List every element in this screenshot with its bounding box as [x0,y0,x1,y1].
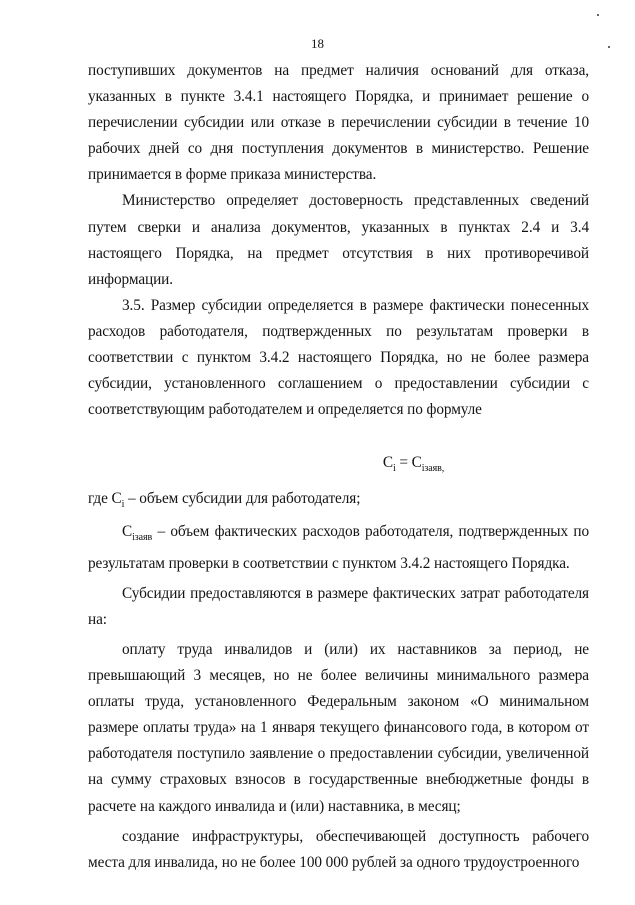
page-number: 18 [311,36,324,51]
ci-definition-text: – объем субсидии для работодателя; [124,490,361,508]
paragraph-cizayav-definition [88,519,589,577]
cizayav-definition-prefix: C [122,522,133,540]
paragraph-documents-review: поступивших документов на предмет наличия оснований для отказа, указанных в пункте 3.4.1 настоящего Порядка, и принимает решение о перечислении субсидии или отказе в перечислении субсидии в течение 10 рабочих дней со дня поступления документов в министерство. Решение принимается в форме приказа министерства. [88,62,589,184]
formula-ci-sub: i [392,463,396,475]
paragraph-ministry-verification: Министерство определяет достоверность представленных сведений путем сверки и анализа документов, указанных в пунктах 2.4 и 3.4 настоящего Порядка, на предмет отсутствия в них противоречивой информации. [88,192,589,288]
formula-ci: C [382,454,393,472]
ci-definition-prefix: где C [88,490,122,508]
paragraph-subsidy-size: 3.5. Размер субсидии определяется в размере фактически понесенных расходов работодателя, подтвержденных по результатам проверки в соответствии с пунктом 3.4.2 настоящего Порядка, но не более размера субсидии, установленного соглашением о предоставлении субсидии с соответствующим работодателем и определяется по формуле [88,296,589,419]
scan-artifact-dot [608,46,610,48]
subsidy-formula [88,450,589,482]
paragraph-infrastructure: создание инфраструктуры, обеспечивающей доступность рабочего места для инвалида, но не более 100 000 рублей за одного трудоустроенного [88,827,589,871]
cizayav-definition-text: – объем фактических расходов работодателя, подтвержденных по результатам проверки в соответствии с пунктом 3.4.2 настоящего Порядка. [88,522,589,572]
paragraph-labor-payment: оплату труда инвалидов и (или) их наставников за период, не превышающий 3 месяцев, но не более величины минимального размера оплаты труда, установленного Федеральным законом «О минимальном размере оплаты труда» на 1 января текущего финансового года, в котором от работодателя поступило заявление о предоставлении субсидии, увеличенной на сумму страховых взносов в государственные внебюджетные фонды в расчете на каждого инвалида и (или) наставника, в месяц; [88,641,589,815]
paragraph-ci-definition [88,486,589,518]
formula-cizayav-sub: iзаяв, [421,463,445,475]
ci-definition-sub: i [121,499,125,511]
scan-artifact-dot [597,14,599,16]
formula-equals: = C [395,454,422,472]
cizayav-definition-sub: iзаяв [132,531,153,543]
document-body [88,58,589,876]
paragraph-subsidies-provided: Субсидии предоставляются в размере фактических затрат работодателя на: [88,584,589,628]
